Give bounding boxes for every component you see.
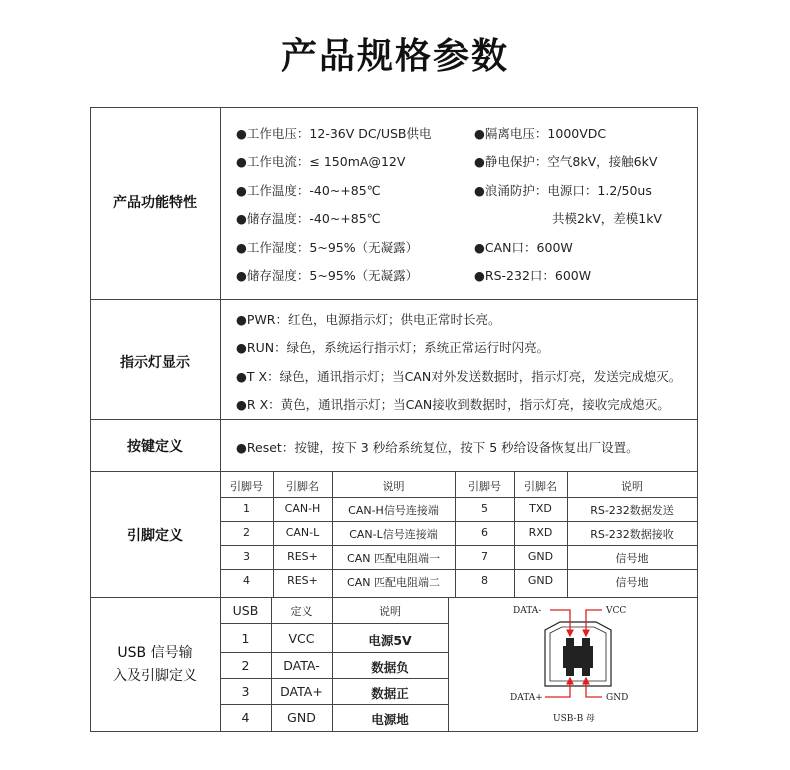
pin-cell: RES+ (287, 550, 318, 563)
usb-cell: 数据负 (371, 660, 409, 675)
section-label-indicators: 指示灯显示 (120, 355, 190, 371)
feature-item: ●静电保护：空气8kV，接触6kV (474, 154, 658, 169)
indicator-item: ●PWR：红色，电源指示灯；供电正常时长亮。 (236, 312, 501, 327)
pin-cell: CAN 匹配电阻端一 (347, 552, 440, 565)
pin-cell: 3 (243, 550, 250, 563)
feature-item: ●储存湿度：5~95%（无凝露） (236, 268, 419, 283)
label-vcc: VCC (606, 606, 627, 616)
usb-cell: GND (287, 710, 316, 725)
pin-table-rule (220, 497, 697, 498)
pin-cell: RES+ (287, 574, 318, 587)
arrow-data-minus (550, 610, 570, 636)
section-divider (90, 471, 698, 472)
feature-item: ●工作电压：12-36V DC/USB供电 (236, 126, 432, 141)
button-definition: ●Reset：按键，按下 3 秒给系统复位，按下 5 秒给设备恢复出厂设置。 (236, 440, 639, 455)
usb-cell: 2 (241, 658, 250, 673)
pin-cell: 2 (243, 526, 250, 539)
pin-header: 引脚名 (286, 480, 319, 493)
usb-cell: 电源地 (371, 712, 409, 727)
usb-cell: 3 (241, 684, 250, 699)
usb-table-rule (220, 623, 448, 624)
usb-header: 说明 (379, 605, 401, 618)
table-border-bottom (90, 731, 698, 732)
section-label-usb (90, 642, 220, 688)
usb-cell: 电源5V (368, 633, 412, 648)
pin-cell: CAN-H信号连接端 (348, 504, 439, 517)
pin-cell: 6 (481, 526, 488, 539)
pin-header: 说明 (621, 480, 643, 493)
section-label-features: 产品功能特性 (113, 195, 197, 211)
feature-item: ●储存温度：-40~+85℃ (236, 211, 381, 226)
label-data-minus: DATA- (513, 606, 542, 616)
feature-item: ●CAN口：600W (474, 240, 573, 255)
indicator-item: ●T X：绿色，通讯指示灯；当CAN对外发送数据时，指示灯亮，发送完成熄灭。 (236, 369, 682, 384)
indicator-item: ●RUN：绿色，系统运行指示灯；系统正常运行时闪亮。 (236, 340, 550, 355)
pin-table-rule (220, 569, 697, 570)
usb-cell: 4 (241, 710, 250, 725)
feature-item: ●工作温度：-40~+85℃ (236, 183, 381, 198)
pin-header: 引脚号 (468, 480, 501, 493)
diagram-caption: USB-B 母 (553, 714, 596, 724)
usb-cell: DATA+ (280, 684, 323, 699)
usb-b-tongue (563, 646, 593, 668)
usb-table-rule (220, 652, 448, 653)
feature-item: ●工作湿度：5~95%（无凝露） (236, 240, 419, 255)
feature-item: ●浪涌防护：电源口：1.2/50us (474, 183, 652, 198)
usb-b-connector-diagram (500, 600, 660, 728)
pin-cell: 4 (243, 574, 250, 587)
usb-table-rule (220, 704, 448, 705)
pin-header: 引脚名 (524, 480, 557, 493)
pin-cell: 7 (481, 550, 488, 563)
pin-cell: 1 (243, 502, 250, 515)
pin-table-rule (220, 545, 697, 546)
pin-cell: RS-232数据发送 (590, 504, 674, 517)
pin-cell: TXD (529, 502, 552, 515)
pin-header: 引脚号 (230, 480, 263, 493)
pin-cell: 8 (481, 574, 488, 587)
pin-cell: 信号地 (615, 552, 649, 565)
label-gnd: GND (606, 693, 629, 703)
label-data-plus: DATA+ (510, 693, 543, 703)
pin-cell: CAN 匹配电阻端二 (347, 576, 440, 589)
pin-contact (566, 638, 574, 646)
pin-cell: RS-232数据接收 (590, 528, 674, 541)
pin-table-rule (220, 521, 697, 522)
usb-table-rule (220, 678, 448, 679)
usb-cell: 数据正 (371, 686, 409, 701)
usb-cell: DATA- (283, 658, 320, 673)
section-label-buttons: 按键定义 (127, 439, 183, 455)
pin-cell: 信号地 (615, 576, 649, 589)
pin-cell: CAN-H (284, 502, 321, 515)
pin-cell: 5 (481, 502, 488, 515)
usb-header: USB (232, 603, 259, 618)
usb-header: 定义 (290, 605, 313, 618)
usb-table-rule (448, 597, 449, 731)
pin-header: 说明 (382, 480, 405, 493)
pin-contact (566, 668, 574, 676)
indicator-item: ●R X：黄色，通讯指示灯；当CAN接收到数据时，指示灯亮，接收完成熄灭。 (236, 397, 670, 412)
pin-cell: CAN-L (285, 526, 320, 539)
pin-contact (582, 668, 590, 676)
section-label-pins: 引脚定义 (127, 528, 183, 544)
section-divider (90, 597, 698, 598)
table-border-right (697, 107, 698, 732)
pin-cell: GND (527, 574, 554, 587)
usb-cell: VCC (288, 631, 315, 646)
usb-label-line1: USB 信号输 (117, 645, 193, 661)
feature-item: 共模2kV，差模1kV (552, 211, 662, 226)
table-border-top (90, 107, 698, 108)
pin-cell: CAN-L信号连接端 (349, 528, 438, 541)
section-divider (90, 299, 698, 300)
pin-contact (582, 638, 590, 646)
usb-cell: 1 (241, 631, 250, 646)
arrow-vcc (586, 610, 602, 636)
pin-cell: RXD (528, 526, 553, 539)
usb-label-line2: 入及引脚定义 (113, 668, 197, 684)
feature-item: ●RS-232口：600W (474, 268, 592, 283)
feature-item: ●工作电流：≤ 150mA@12V (236, 154, 406, 169)
page-title: 产品规格参数 (280, 36, 509, 77)
feature-item: ●隔离电压：1000VDC (474, 126, 607, 141)
pin-cell: GND (527, 550, 554, 563)
section-divider (90, 419, 698, 420)
